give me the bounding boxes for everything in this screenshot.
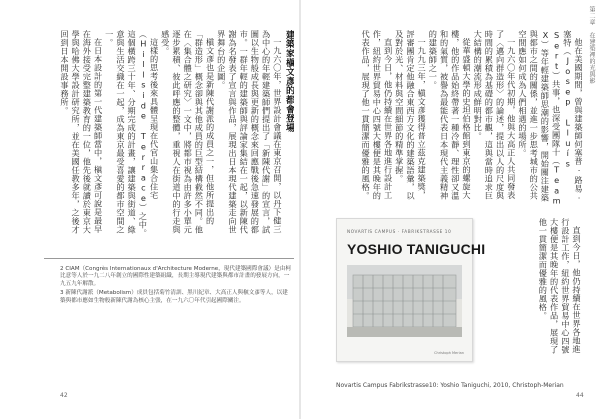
left-paragraph: 這樣的思考後來具體呈現在代官山集合住宅（Hillside Terrace）之中。這個橫跨三十年、分期完成的計畫，讓建築與街道、綠意與生活交織在一起，成為東京最受喜愛的都市空間之一。 bbox=[104, 30, 160, 238]
right-paragraph: 從華盛頓大學的史坦伯格館到東京的螺旋大樓，他的作品始終帶著一種冷靜、理性卻又溫和的氣質，被譽為最能代表日本現代主義精神的建築師之一。 bbox=[428, 30, 472, 200]
left-paragraph: 一九六〇年，世界設計會議在東京召開，以丹下健三為中心的年輕建築師們提出了「新陳代謝」的宣言，試圖以生物般成長與更新的概念來回應戰後急速發展的都市。一群年輕的建築師與評論家集結在一起，以新陳代謝為名發表了宣言與作品，展現出日本現代建築走向世界舞台的企圖。 bbox=[216, 30, 283, 234]
page-number-left: 42 bbox=[60, 392, 68, 399]
book-cover-image bbox=[336, 218, 486, 362]
cover-title: YOSHIO TANIGUCHI bbox=[347, 241, 486, 257]
right-paragraph: 他在美國期間，曾與建築師何塞普‧路易‧塞特（Josep Lluís Sert）共事，也深受團隊十（Team X）等年輕建築師思潮的影響，開始關注建築與都市之間的關係，並進一步思考城市的公共空間應如何成為人們相遇的場所。 bbox=[517, 30, 584, 206]
page-number-right: 44 bbox=[576, 392, 584, 399]
right-paragraph: 直到今日，他仍持續在世界各地進行設計工作，紐約世界貿易中心四號大樓便是其晚年的代表作品，展現了他一貫簡潔而優雅的風格。 bbox=[361, 30, 394, 200]
figure-caption: Novartis Campus Fabrikstrasse10: Yoshio Taniguchi, 2010, Christoph-Merian bbox=[336, 382, 564, 389]
footnote: 2 CIAM（Congrès Internationaux d'Architecture Moderne，現代建築國際會議）是由柯比意等人於一九二八年創立的國際性建築組織，長期主導現代建築與都市計畫的發展方向，一九五九年解散。 bbox=[60, 266, 291, 287]
cover-subtitle: NOVARTIS CAMPUS · FABRIKSTRASSE 10 bbox=[347, 229, 452, 234]
right-paragraph: 直到今日，他仍持續在世界各地進行設計工作，紐約世界貿易中心四號大樓便是其晚年的代表作品，展現了他一貫簡潔而優雅的風格。 bbox=[538, 218, 582, 354]
footnote: 3 新陳代謝派（Metabolism）成員包括菊竹清訓、黑川紀章、大高正人與槇文彥等人，以建築與都市應如生物般新陳代謝為核心主張，在一九六〇年代引起國際關注。 bbox=[60, 290, 288, 304]
right-paragraph: 一九六〇年代初期，他與大高正人共同發表了〈邁向群造形〉的論述，提出以人的尺度與時間的累積為基礎的都市觀，這與當時追求巨大結構的潮流形成鮮明對比。 bbox=[473, 30, 517, 200]
left-paragraph: 槇文彥也是新陳代謝派的成員之一，但他所提出的「群造形」概念卻與其他成員的巨型結構截然不同。他在〈集合體之研究〉一文中，將都市視為由許多小單元逐步累積、彼此呼應的整體，重視人在街道中的行走與感受。 bbox=[160, 30, 216, 234]
right-lower-text bbox=[482, 218, 582, 360]
section-heading: 建築家槇文彥的都會登場 bbox=[284, 30, 294, 133]
footnotes bbox=[60, 266, 292, 307]
right-main-text bbox=[308, 30, 584, 206]
chapter-side-tab: 第二章 在建築裡的光與影 bbox=[588, 6, 595, 84]
building-illustration bbox=[347, 265, 462, 337]
left-paragraph: 在日本設計的第一代建築師當中，槇文彥可說是最早在海外接受完整建築教育的一位，他先後就讀於東京大學與哈佛大學設計研究所，並在美國任教多年，之後才回到日本開設事務所。 bbox=[59, 30, 104, 234]
footnote-rule bbox=[44, 258, 294, 259]
building-photo bbox=[347, 265, 462, 337]
right-paragraph: 一九九三年，槇文彥獲得普立茲克建築獎，評審團肯定他融合東西方文化的建築語彙，以及對於光、材料與空間細節的精準掌握。 bbox=[394, 30, 428, 200]
left-main-text bbox=[44, 30, 294, 238]
cover-publisher: Christoph Merian bbox=[434, 351, 464, 355]
